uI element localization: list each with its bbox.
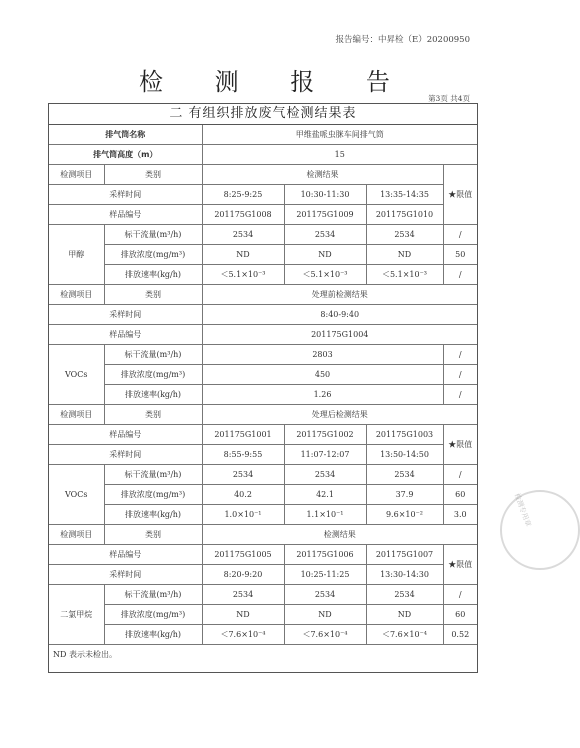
cell: / — [443, 585, 477, 605]
cell: 2534 — [284, 585, 366, 605]
item-label: 检测项目 — [49, 405, 104, 425]
cell: ＜5.1×10⁻³ — [202, 265, 284, 285]
flow-label: 标干流量(m³/h) — [104, 465, 202, 485]
cell: 2534 — [202, 465, 284, 485]
table-row — [49, 245, 477, 265]
table-row — [49, 145, 477, 165]
stack-name-value: 甲维盐哌虫脒车间排气筒 — [202, 125, 477, 145]
conc-label: 排放浓度(mg/m³) — [104, 365, 202, 385]
limit-label: ★限值 — [443, 165, 477, 225]
sample-no-label: 样品编号 — [49, 325, 202, 345]
conc-label: 排放浓度(mg/m³) — [104, 485, 202, 505]
cell: 2534 — [366, 225, 443, 245]
table-row — [49, 545, 477, 565]
table-row — [49, 505, 477, 525]
item-label: 检测项目 — [49, 285, 104, 305]
cell: ND — [284, 605, 366, 625]
stack-height-value: 15 — [202, 145, 477, 165]
cell: 2534 — [202, 225, 284, 245]
flow-label: 标干流量(m³/h) — [104, 585, 202, 605]
results-table — [49, 125, 477, 645]
cell: ＜7.6×10⁻⁴ — [202, 625, 284, 645]
cell: 11:07-12:07 — [284, 445, 366, 465]
cell: 8:20-9:20 — [202, 565, 284, 585]
item-name: VOCs — [49, 465, 104, 525]
cell: 201175G1007 — [366, 545, 443, 565]
cell: 13:35-14:35 — [366, 185, 443, 205]
cell: ND — [366, 245, 443, 265]
category-label: 类别 — [104, 525, 202, 545]
cell: 40.2 — [202, 485, 284, 505]
table-row — [49, 465, 477, 485]
item-name: 甲醇 — [49, 225, 104, 285]
table-row — [49, 605, 477, 625]
table-row — [49, 565, 477, 585]
category-label: 类别 — [104, 165, 202, 185]
cell: ND — [284, 245, 366, 265]
table-row — [49, 625, 477, 645]
sample-no-label: 样品编号 — [49, 205, 202, 225]
stack-height-label: 排气筒高度（m） — [49, 145, 202, 165]
cell: 8:40-9:40 — [202, 305, 477, 325]
category-label: 类别 — [104, 405, 202, 425]
conc-label: 排放浓度(mg/m³) — [104, 245, 202, 265]
cell: 1.26 — [202, 385, 443, 405]
conc-label: 排放浓度(mg/m³) — [104, 605, 202, 625]
block-header: 处理前检测结果 — [202, 285, 477, 305]
table-row — [49, 165, 477, 185]
section-title: 二 有组织排放废气检测结果表 — [49, 104, 477, 125]
cell: / — [443, 465, 477, 485]
cell: ＜7.6×10⁻⁴ — [284, 625, 366, 645]
sampling-time-label: 采样时间 — [49, 305, 202, 325]
report-title: 检 测 报 告 — [139, 68, 412, 96]
report-number: 报告编号：中昇检（E）20200950 — [335, 35, 470, 45]
cell: / — [443, 265, 477, 285]
table-row — [49, 345, 477, 365]
table-row — [49, 485, 477, 505]
flow-label: 标干流量(m³/h) — [104, 225, 202, 245]
cell: 13:50-14:50 — [366, 445, 443, 465]
table-row — [49, 525, 477, 545]
cell: 2534 — [202, 585, 284, 605]
cell: 8:25-9:25 — [202, 185, 284, 205]
cell: 13:30-14:30 — [366, 565, 443, 585]
cell: 201175G1008 — [202, 205, 284, 225]
block-header: 检测结果 — [202, 525, 477, 545]
sampling-time-label: 采样时间 — [49, 185, 202, 205]
official-seal — [500, 490, 580, 570]
cell: 201175G1001 — [202, 425, 284, 445]
table-row — [49, 185, 477, 205]
cell: 60 — [443, 605, 477, 625]
cell: 37.9 — [366, 485, 443, 505]
cell: 201175G1010 — [366, 205, 443, 225]
table-row — [49, 285, 477, 305]
footnote: ND 表示未检出。 — [53, 650, 117, 659]
rate-label: 排放速率(kg/h) — [104, 625, 202, 645]
cell: ND — [202, 605, 284, 625]
limit-label: ★限值 — [443, 545, 477, 585]
cell: 201175G1003 — [366, 425, 443, 445]
cell: 0.52 — [443, 625, 477, 645]
sample-no-label: 样品编号 — [49, 545, 202, 565]
cell: 2534 — [284, 465, 366, 485]
limit-label: ★限值 — [443, 425, 477, 465]
table-row — [49, 405, 477, 425]
cell: ＜5.1×10⁻³ — [284, 265, 366, 285]
item-label: 检测项目 — [49, 525, 104, 545]
cell: 2534 — [366, 465, 443, 485]
cell: 1.0×10⁻¹ — [202, 505, 284, 525]
cell: 10:30-11:30 — [284, 185, 366, 205]
table-row — [49, 385, 477, 405]
cell: 201175G1002 — [284, 425, 366, 445]
cell: 10:25-11:25 — [284, 565, 366, 585]
cell: 201175G1004 — [202, 325, 477, 345]
cell: 2534 — [366, 585, 443, 605]
rate-label: 排放速率(kg/h) — [104, 265, 202, 285]
item-name: VOCs — [49, 345, 104, 405]
cell: 9.6×10⁻² — [366, 505, 443, 525]
cell: 8:55-9:55 — [202, 445, 284, 465]
flow-label: 标干流量(m³/h) — [104, 345, 202, 365]
cell: ＜5.1×10⁻³ — [366, 265, 443, 285]
cell: 201175G1006 — [284, 545, 366, 565]
cell: 3.0 — [443, 505, 477, 525]
table-row — [49, 265, 477, 285]
table-row — [49, 425, 477, 445]
table-row — [49, 365, 477, 385]
cell: 50 — [443, 245, 477, 265]
cell: 1.1×10⁻¹ — [284, 505, 366, 525]
block-header: 检测结果 — [202, 165, 443, 185]
table-row — [49, 125, 477, 145]
table-row — [49, 205, 477, 225]
cell: 2534 — [284, 225, 366, 245]
cell: 42.1 — [284, 485, 366, 505]
cell: / — [443, 225, 477, 245]
cell: 450 — [202, 365, 443, 385]
sampling-time-label: 采样时间 — [49, 565, 202, 585]
category-label: 类别 — [104, 285, 202, 305]
seal-text: 检测专用章 — [512, 492, 533, 528]
sample-no-label: 样品编号 — [49, 425, 202, 445]
item-label: 检测项目 — [49, 165, 104, 185]
cell: / — [443, 365, 477, 385]
cell: 201175G1005 — [202, 545, 284, 565]
cell: 2803 — [202, 345, 443, 365]
table-row — [49, 325, 477, 345]
rate-label: 排放速率(kg/h) — [104, 385, 202, 405]
cell: ND — [202, 245, 284, 265]
table-row — [49, 225, 477, 245]
cell: ＜7.6×10⁻⁴ — [366, 625, 443, 645]
table-row — [49, 445, 477, 465]
table-row — [49, 585, 477, 605]
cell: 60 — [443, 485, 477, 505]
stack-name-label: 排气筒名称 — [49, 125, 202, 145]
results-sheet — [48, 103, 478, 673]
page-number: 第3页 共4页 — [428, 94, 470, 103]
cell: / — [443, 385, 477, 405]
item-name: 二氯甲烷 — [49, 585, 104, 645]
cell: 201175G1009 — [284, 205, 366, 225]
cell: / — [443, 345, 477, 365]
rate-label: 排放速率(kg/h) — [104, 505, 202, 525]
block-header: 处理后检测结果 — [202, 405, 477, 425]
cell: ND — [366, 605, 443, 625]
sampling-time-label: 采样时间 — [49, 445, 202, 465]
table-row — [49, 305, 477, 325]
